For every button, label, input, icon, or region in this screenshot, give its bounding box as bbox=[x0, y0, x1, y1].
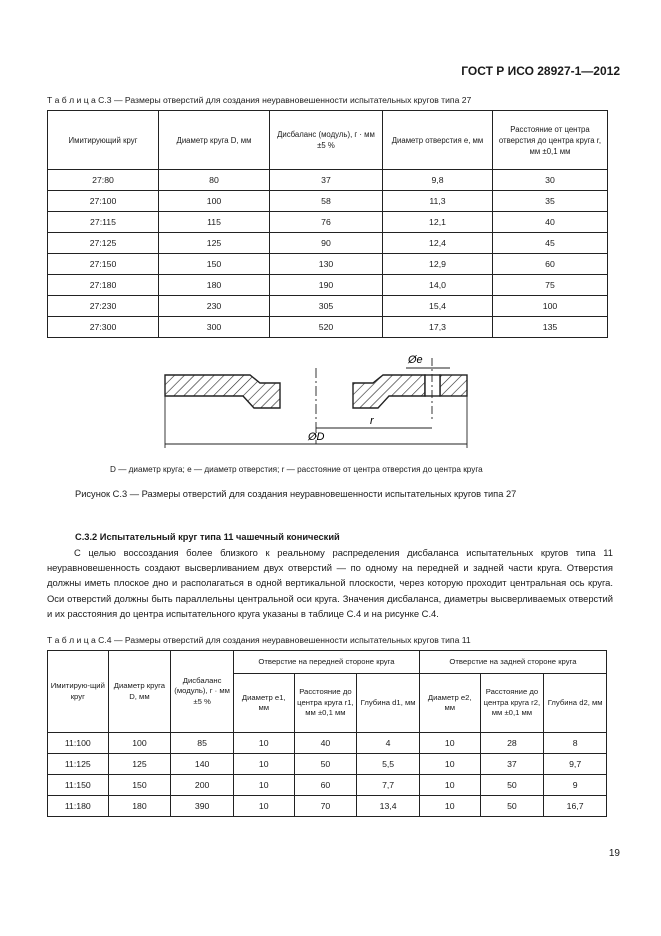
table-c3-cell: 60 bbox=[493, 254, 608, 275]
table-c3-cell: 180 bbox=[159, 275, 270, 296]
table-c3-cell: 130 bbox=[270, 254, 383, 275]
table-c4-header-back-group: Отверстие на задней стороне круга bbox=[419, 651, 606, 674]
table-c3-cell: 76 bbox=[270, 212, 383, 233]
label-hole-diameter: Øe bbox=[408, 354, 423, 366]
table-c3-header-cell: Имитирующий круг bbox=[48, 111, 159, 170]
table-c3-row bbox=[48, 170, 608, 191]
table-c4-header-row-1 bbox=[48, 651, 607, 674]
table-c3-cell: 520 bbox=[270, 317, 383, 338]
table-c4-cell: 50 bbox=[480, 775, 544, 796]
wheel-cross-section-figure bbox=[150, 340, 480, 455]
table-c3-cell: 80 bbox=[159, 170, 270, 191]
table-c4-header-back-diameter: Диаметр e2, мм bbox=[419, 674, 480, 733]
table-c4-cell: 10 bbox=[233, 796, 294, 817]
label-hole-distance: r bbox=[370, 415, 374, 427]
table-c4-cell: 9 bbox=[544, 775, 607, 796]
table-c4-cell: 390 bbox=[171, 796, 234, 817]
table-c3-body bbox=[48, 170, 608, 338]
table-c3-cell: 37 bbox=[270, 170, 383, 191]
table-c3-cell: 12,9 bbox=[383, 254, 493, 275]
table-c4-cell: 180 bbox=[108, 796, 171, 817]
table-c3-row bbox=[48, 296, 608, 317]
page-number: 19 bbox=[608, 848, 620, 859]
table-c3-cell: 115 bbox=[159, 212, 270, 233]
table-c3-cell: 14,0 bbox=[383, 275, 493, 296]
table-c4-cell: 11:125 bbox=[48, 754, 109, 775]
table-c4-cell: 5,5 bbox=[357, 754, 420, 775]
table-c3-cell: 190 bbox=[270, 275, 383, 296]
table-c4-cell: 140 bbox=[171, 754, 234, 775]
table-c3-cell: 27:230 bbox=[48, 296, 159, 317]
label-wheel-diameter: ØD bbox=[308, 431, 325, 443]
table-c4-row bbox=[48, 796, 607, 817]
table-c4-cell: 100 bbox=[108, 733, 171, 754]
table-c3-cell: 75 bbox=[493, 275, 608, 296]
table-c3-cell: 12,1 bbox=[383, 212, 493, 233]
table-c4-cell: 8 bbox=[544, 733, 607, 754]
figure-c3-caption: Рисунок С.3 — Размеры отверстий для создания неуравновешенности испытательных кругов типа 27 bbox=[75, 489, 517, 499]
table-c4-cell: 10 bbox=[233, 754, 294, 775]
table-c3-cell: 12,4 bbox=[383, 233, 493, 254]
table-c3-row bbox=[48, 233, 608, 254]
table-c3-cell: 135 bbox=[493, 317, 608, 338]
table-c3-row bbox=[48, 212, 608, 233]
table-c3-cell: 40 bbox=[493, 212, 608, 233]
table-c4-cell: 28 bbox=[480, 733, 544, 754]
table-c3-cell: 30 bbox=[493, 170, 608, 191]
table-c4-cell: 13,4 bbox=[357, 796, 420, 817]
table-c4-cell: 50 bbox=[294, 754, 357, 775]
table-c4-cell: 85 bbox=[171, 733, 234, 754]
table-c4-cell: 150 bbox=[108, 775, 171, 796]
table-c3-header-cell: Диаметр круга D, мм bbox=[159, 111, 270, 170]
table-c3-cell: 9,8 bbox=[383, 170, 493, 191]
table-c4-header-unbalance: Дисбаланс (модуль), г · мм ±5 % bbox=[171, 651, 234, 733]
table-c3-row bbox=[48, 275, 608, 296]
table-c4-cell: 11:100 bbox=[48, 733, 109, 754]
table-c3-cell: 27:100 bbox=[48, 191, 159, 212]
table-c4 bbox=[47, 650, 607, 817]
table-c4-cell: 16,7 bbox=[544, 796, 607, 817]
table-c4-cell: 10 bbox=[419, 733, 480, 754]
table-c3-cell: 125 bbox=[159, 233, 270, 254]
table-c3-cell: 230 bbox=[159, 296, 270, 317]
table-c3-cell: 58 bbox=[270, 191, 383, 212]
table-c4-cell: 10 bbox=[233, 733, 294, 754]
table-c4-cell: 11:150 bbox=[48, 775, 109, 796]
wheel-body-left bbox=[165, 375, 280, 408]
table-c3-cell: 150 bbox=[159, 254, 270, 275]
wheel-body-right bbox=[353, 375, 425, 408]
table-c3-cell: 15,4 bbox=[383, 296, 493, 317]
table-c4-cell: 37 bbox=[480, 754, 544, 775]
table-c4-cell: 125 bbox=[108, 754, 171, 775]
table-c3-cell: 27:300 bbox=[48, 317, 159, 338]
table-c3-cell: 27:180 bbox=[48, 275, 159, 296]
document-standard-number: ГОСТ Р ИСО 28927-1—2012 bbox=[461, 64, 620, 78]
table-c3-row bbox=[48, 317, 608, 338]
table-c4-cell: 11:180 bbox=[48, 796, 109, 817]
table-c4-cell: 4 bbox=[357, 733, 420, 754]
table-c3-cell: 27:150 bbox=[48, 254, 159, 275]
unbalance-hole bbox=[425, 375, 440, 396]
table-c3-cell: 27:80 bbox=[48, 170, 159, 191]
table-c4-header-wheel: Имитирую-щий круг bbox=[48, 651, 109, 733]
wheel-body-right-outer bbox=[440, 375, 467, 396]
table-c4-row bbox=[48, 754, 607, 775]
table-c3-cell: 100 bbox=[159, 191, 270, 212]
table-c3-cell: 45 bbox=[493, 233, 608, 254]
table-c4-caption: Т а б л и ц а С.4 — Размеры отверстий для создания неуравновешенности испытательных кругов типа 11 bbox=[47, 635, 471, 645]
table-c3-cell: 27:125 bbox=[48, 233, 159, 254]
table-c3-cell: 17,3 bbox=[383, 317, 493, 338]
table-c4-header-front-depth: Глубина d1, мм bbox=[357, 674, 420, 733]
table-c3-cell: 300 bbox=[159, 317, 270, 338]
table-c3-cell: 305 bbox=[270, 296, 383, 317]
table-c4-header-diameter: Диаметр круга D, мм bbox=[108, 651, 171, 733]
table-c4-cell: 40 bbox=[294, 733, 357, 754]
table-c3-row bbox=[48, 254, 608, 275]
table-c4-row bbox=[48, 775, 607, 796]
table-c4-cell: 60 bbox=[294, 775, 357, 796]
table-c4-cell: 10 bbox=[419, 775, 480, 796]
table-c4-cell: 9,7 bbox=[544, 754, 607, 775]
table-c4-header-front-distance: Расстояние до центра круга r1, мм ±0,1 мм bbox=[294, 674, 357, 733]
table-c3-header-cell: Расстояние от центра отверстия до центра круга r, мм ±0,1 мм bbox=[493, 111, 608, 170]
table-c3-cell: 35 bbox=[493, 191, 608, 212]
table-c3-cell: 90 bbox=[270, 233, 383, 254]
table-c4-cell: 50 bbox=[480, 796, 544, 817]
table-c4-cell: 200 bbox=[171, 775, 234, 796]
table-c4-cell: 10 bbox=[419, 796, 480, 817]
figure-c3-legend: D — диаметр круга; e — диаметр отверстия; r — расстояние от центра отверстия до центра круга bbox=[110, 465, 483, 474]
table-c3-caption: Т а б л и ц а С.3 — Размеры отверстий для создания неуравновешенности испытательных кругов типа 27 bbox=[47, 95, 472, 105]
table-c3-header-row bbox=[48, 111, 608, 170]
table-c3-header-cell: Дисбаланс (модуль), г · мм ±5 % bbox=[270, 111, 383, 170]
table-c3-cell: 27:115 bbox=[48, 212, 159, 233]
table-c3-cell: 11,3 bbox=[383, 191, 493, 212]
table-c3-header-cell: Диаметр отверстия e, мм bbox=[383, 111, 493, 170]
table-c3-cell: 100 bbox=[493, 296, 608, 317]
table-c4-cell: 10 bbox=[233, 775, 294, 796]
section-c32-paragraph: С целью воссоздания более близкого к реальному распределения дисбаланса испытательных кругов типа 11 неуравновешенность создают высверливанием двух отверстий — по одному на передней и задней части круга. Отверстия должны иметь плоское дно и располагаться в одной вертикальной плоскости, через которую проходит центральная ось круга. Оси отверстий должны быть параллельны центральной оси круга. Значения дисбаланса, диаметры высверливаемых отверстий и их расстояния до центра испытательного круга указаны в таблице С.4 и на рисунке С.4. bbox=[47, 547, 613, 619]
table-c4-body bbox=[48, 733, 607, 817]
table-c3-row bbox=[48, 191, 608, 212]
table-c4-cell: 70 bbox=[294, 796, 357, 817]
table-c4-header-back-distance: Расстояние до центра круга r2, мм ±0,1 мм bbox=[480, 674, 544, 733]
table-c4-cell: 7,7 bbox=[357, 775, 420, 796]
table-c4-header-front-group: Отверстие на передней стороне круга bbox=[233, 651, 419, 674]
section-c32-heading: С.3.2 Испытательный круг типа 11 чашечный конический bbox=[75, 532, 340, 542]
table-c4-header-back-depth: Глубина d2, мм bbox=[544, 674, 607, 733]
table-c4-row bbox=[48, 733, 607, 754]
table-c4-cell: 10 bbox=[419, 754, 480, 775]
table-c4-header-front-diameter: Диаметр e1, мм bbox=[233, 674, 294, 733]
table-c3 bbox=[47, 110, 608, 338]
